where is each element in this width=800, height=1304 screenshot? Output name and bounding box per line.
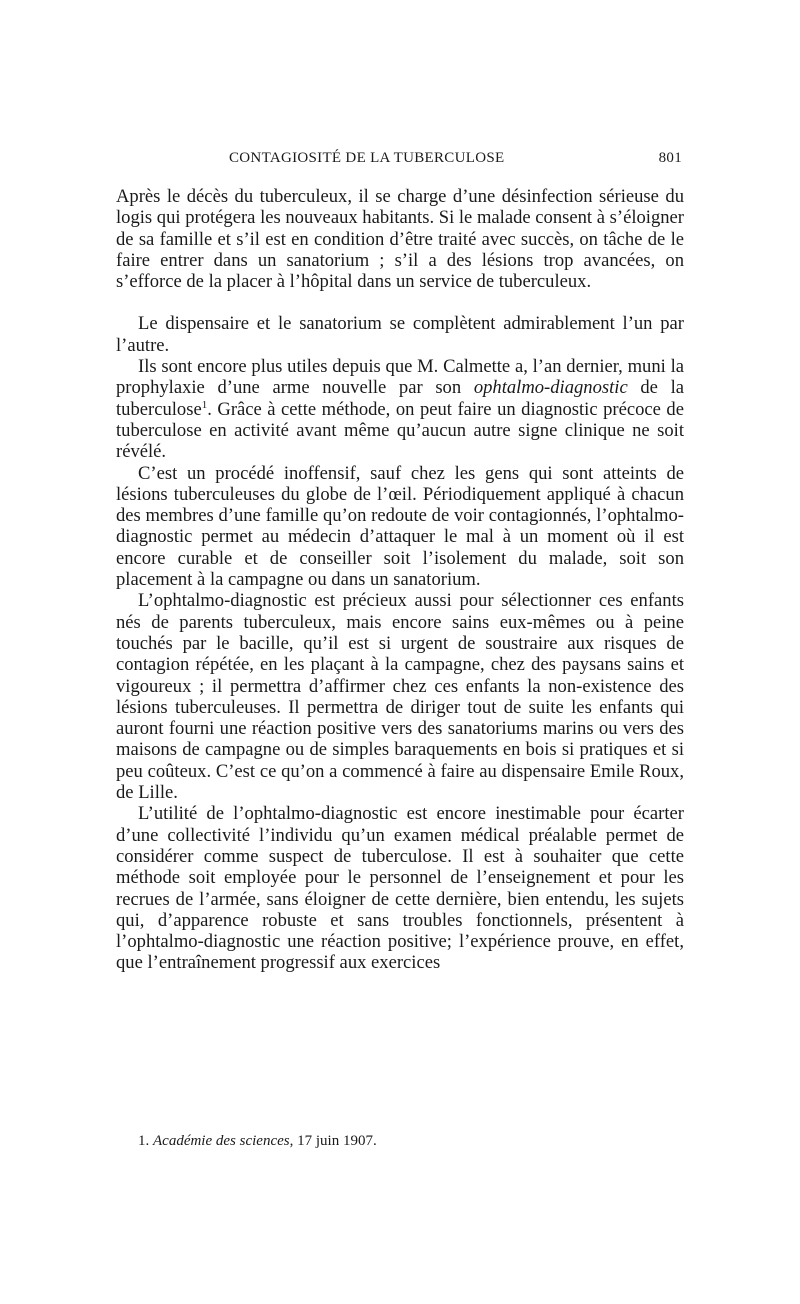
footnote-source: Académie des sciences	[153, 1133, 290, 1149]
paragraph-2: Le dispensaire et le sanatorium se complètent admirablement l’un par l’autre.	[116, 313, 684, 356]
paragraph-1: Après le décès du tuberculeux, il se charge d’une désinfection sérieuse du logis qui protégera les nouveaux habitants. Si le malade consent à s’éloigner de sa famille et s’il est en condition d’être traité avec succès, on tâche de le faire entrer dans un sanatorium ; s’il a des lésions trop avancées, on s’efforce de la placer à l’hôpital dans un service de tuberculeux.	[116, 186, 684, 293]
paragraph-3-text-a: Ils sont encore plus utiles depuis que M. Calmette a, l’an dernier, muni la prophylaxie d’une arme nouvelle par son	[116, 356, 684, 399]
footnote-reference: 1	[201, 398, 208, 411]
ophtalmo-diagnostic-term: ophtalmo-diagnostic	[473, 377, 628, 399]
footnote	[138, 1132, 684, 1150]
paragraph-6: L’utilité de l’ophtalmo-diagnostic est encore inestimable pour écarter d’une collectivité l’individu qu’un examen médical préalable permet de considérer comme suspect de tuberculose. Il est à souhaiter que cette méthode soit employée pour le personnel de l’enseignement et pour les recrues de l’armée, sans éloigner de cette dernière, bien entendu, les sujets qui, d’apparence robuste et sans troubles fonctionnels, présentent à l’ophtalmo-diagnostic une réaction positive; l’expérience prouve, en effet, que l’entraînement progressif aux exercices	[116, 803, 684, 974]
paragraph-3	[116, 356, 684, 462]
paragraph-4: C’est un procédé inoffensif, sauf chez les gens qui sont atteints de lésions tuberculeuses du globe de l’œil. Périodiquement appliqué à chacun des membres d’une famille qu’on redoute de voir contagionnés, l’ophtalmo-diagnostic permet au médecin d’attaquer le mal à un moment où il est encore curable et de conseiller soit l’isolement du malade, soit son placement à la campagne ou dans un sanatorium.	[116, 462, 684, 591]
body-text	[116, 186, 684, 974]
paragraph-3-text-c: . Grâce à cette méthode, on peut faire un diagnostic précoce de tuberculose en activité avant même qu’aucun autre signe clinique ne soit révélé.	[116, 398, 684, 463]
paragraph-3-text-b: de la tuberculose	[116, 377, 685, 420]
paragraph-5: L’ophtalmo-diagnostic est précieux aussi pour sélectionner ces enfants nés de parents tuberculeux, mais encore sains eux-mêmes ou à peine touchés par le bacille, qu’il est si urgent de soustraire aux risques de contagion répétée, en les plaçant à la campagne, chez des paysans sains et vigoureux ; il permettra d’affirmer chez ces enfants la non-existence des lésions tuberculeuses. Il permettra de diriger tout de suite les enfants qui auront fourni une réaction positive vers des sanatoriums marins ou vers des maisons de campagne ou de simples baraquements en bois si pratiques et si peu coûteux. C’est ce qu’on a commencé à faire au dispensaire Emile Roux, de Lille.	[116, 590, 684, 804]
footnote-date: , 17 juin 1907.	[289, 1133, 377, 1149]
running-header	[116, 150, 684, 172]
running-title: CONTAGIOSITÉ DE LA TUBERCULOSE	[229, 150, 505, 166]
footnote-number: 1.	[138, 1133, 150, 1149]
page-number: 801	[658, 150, 682, 166]
